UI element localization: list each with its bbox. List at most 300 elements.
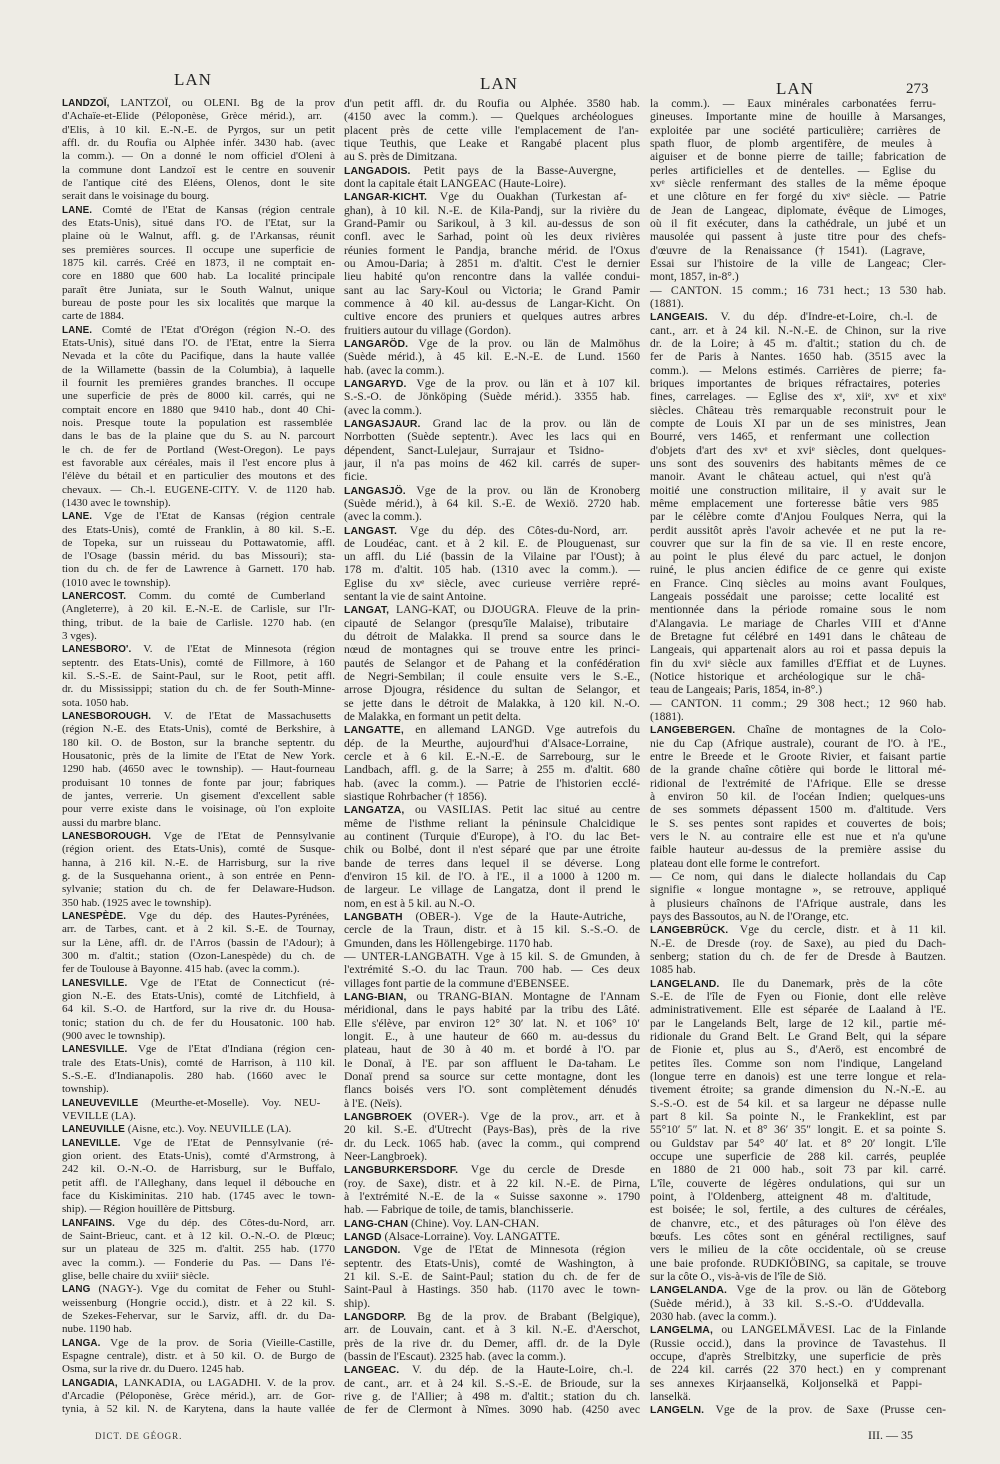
footer-signature: DICT. DE GÉOGR. [95,1431,183,1441]
line-text: d'Alangavia. Le mariage de Charles VIII et d'Anne [650,616,947,630]
line-text: signifie « longue montagne », se retrouve, appliqué [650,883,946,897]
text-line [344,817,640,830]
text-line [650,1070,946,1083]
text-line [650,497,946,510]
line-content [344,1043,640,1056]
line-content [650,177,946,190]
line-text: (4150 avec la comm.). — Quelques archéologues [344,110,634,124]
line-content [650,737,946,750]
line-text: glise, belle chaire du xviiiᵉ siècle. [62,1269,210,1282]
line-text: Vge du dép. des Hautes-Pyrénées, [138,910,329,923]
entry-headword: LANGEAIS. [650,312,708,324]
line-text: d'Arcadie (Péloponèse, Grèce mérid.), arr. de Gor- [62,1389,335,1402]
line-text: kil. S.-S.-E. de Saint-Paul, sur le Root, petit affl. [62,670,335,683]
line-content [650,843,946,856]
line-content [344,843,640,856]
line-text: de cant., arr. et à 24 kil. S.-S.-E. de Brioude, sur la [344,1376,641,1390]
line-text: réunies forment le Pandja, branche mérid. de l'Oxus [344,243,641,257]
line-text: Espagne centrale), distr. et à 50 kil. O. de Burgo de [62,1349,336,1362]
entry-headword: LANGASJAUR. [344,418,421,430]
line-text: Vge de l'Etat de Kansas (région centrale [103,510,336,523]
line-text: ou VASILIAS. Petit lac situé au centre [415,803,641,817]
line-content [650,1243,946,1256]
line-text: hab. (avec la comm.). [344,363,445,377]
line-content [650,977,943,991]
text-line [650,150,946,163]
entry-first-line [62,510,335,523]
entry-first-line [650,1323,946,1336]
entry-first-line [344,1163,640,1176]
entry-first-line [650,310,946,323]
line-content [650,763,946,776]
entry-first-line [650,723,946,736]
text-line [62,1297,335,1310]
line-content [650,190,946,203]
line-content [650,1377,922,1390]
line-content [62,1043,335,1056]
line-content [62,710,331,723]
line-text: tivement étroite; sa grande dimension du N.-N.-E. au [650,1083,947,1097]
line-text: septentr. des Etats-Unis), comté de Fillmore, à 160 [62,656,335,669]
entry-first-line [344,524,640,537]
line-content [62,124,335,137]
line-text: teau de Langeais; Paris, 1854, in-8°.) [650,683,823,697]
line-text: ridional de l'extrémité de l'Afrique. Elle se dresse [650,776,947,790]
text-line [62,284,335,297]
line-content [62,790,335,803]
line-content [62,950,335,963]
line-text: 1085 hab. [650,963,696,977]
entry-headword: LANGELN. [650,1405,705,1417]
text-line [650,1377,946,1390]
line-content [344,337,640,351]
line-content [62,524,335,537]
entry-headword: LANE. [62,511,93,523]
text-line [344,1350,640,1363]
text-line [62,897,335,910]
text-line [344,430,640,443]
line-text: sur un plateau de 325 m. d'altit. 255 hab. (1770 [62,1243,335,1256]
line-text: moitié une construction militaire, il y avait sur le [650,483,947,497]
entry-first-line [650,923,946,936]
line-text: 180 kil. O. de Boston, sur la branche septentr. du [62,736,335,749]
line-content [344,297,640,310]
line-content [650,470,931,483]
line-content [62,404,335,417]
line-text: près de la rive dr. du Demer, affl. dr. de la Dyle [344,1336,640,1350]
line-text: Vge du dép. des Côtes-du-Nord, arr. [127,1216,336,1229]
text-line [62,390,335,403]
line-text: (Angleterre), à 20 kil. E.-N.-E. de Carlisle, sur l'Ir- [62,603,335,616]
line-content [62,1137,333,1150]
text-line [650,537,946,550]
text-line [650,750,946,763]
line-text: de Loudéac, cant. et à 2 kil. E. de Plouguenast, sur [344,536,640,550]
line-text: en allemand LANGD. Vge autrefois du [415,723,641,737]
text-line [650,630,946,643]
line-text: lanselkä. [650,1389,691,1403]
line-content [344,1017,640,1030]
text-line [650,404,946,417]
running-head-center: LAN [480,74,518,93]
entry-headword: LANGEBRÜCK. [650,925,729,937]
line-content [650,923,946,937]
line-text: longit. E., à une hauteur de 660 m. au-dessus du [344,1029,641,1043]
line-text: de Jean de Langeac, diplomate, évêque de Limoges, [650,203,946,217]
line-content [344,897,475,910]
line-content [650,963,696,976]
line-content [344,444,604,457]
line-content [62,843,335,856]
line-content [62,377,335,390]
line-content [650,577,946,590]
line-content [62,1243,335,1256]
text-line [62,1177,335,1190]
line-text: au point le plus élevé du parc actuel, le donjon [650,550,946,564]
line-content [344,1123,640,1136]
line-content [650,124,940,137]
entry-headword: LANESBOROUGH. [62,831,152,843]
line-text: (1881). [650,710,684,724]
text-line [650,110,946,123]
text-line [344,963,640,976]
line-content [344,137,640,150]
text-line [62,310,335,323]
line-content [62,1057,335,1070]
line-content [650,350,946,363]
line-text: comptait encore en 1880 que 9410 hab., dont 40 Chi- [62,403,336,416]
line-text: (avec la comm.). [344,403,422,417]
line-content [650,150,946,163]
line-content [62,257,335,270]
line-content [344,310,640,323]
text-line [650,430,946,443]
text-line [344,270,640,283]
text-line [62,190,335,203]
line-text: à l'E. (Neïs). [344,1096,403,1110]
line-content [62,910,329,923]
line-text: V. du dép. de la Haute-Loire, ch.-l. [412,1363,634,1377]
text-line [62,950,335,963]
line-text: à environ 50 kil. de l'océan Indien; quelques-uns [650,790,945,804]
entry-headword: LANGDON. [344,1245,401,1257]
line-content [650,270,739,283]
line-content [650,563,946,576]
text-line [62,817,335,830]
line-content [650,297,684,310]
line-content [650,97,936,110]
line-content [62,270,335,283]
line-text: en 1880 de 21 000 hab., soit 73 par kil. carré. [650,1163,947,1177]
line-text: arr. de Louvain, cant. et à 3 kil. N.-E. d'Aerschot, [344,1323,641,1337]
entry-first-line [344,1310,640,1323]
text-line [344,124,640,137]
text-line [650,524,946,537]
line-content [650,590,939,603]
text-line [650,1363,946,1376]
text-line [650,790,946,803]
text-line [650,244,946,257]
line-text: de 224 kil. carrés (22 370 hect.) en y comprenant [650,1363,947,1377]
text-line [650,763,946,776]
line-content [650,137,932,150]
line-content [344,470,368,483]
line-content [344,1083,637,1096]
line-content [344,1163,625,1177]
line-content [650,1230,946,1243]
text-line [650,1310,946,1323]
line-content [344,1097,402,1110]
line-content [344,657,640,670]
line-content [650,670,925,683]
text-line [344,590,640,603]
text-line [344,537,640,550]
line-text: jaur, il n'a pas moins de 462 kil. carrés de super- [344,456,641,470]
text-line [62,164,335,177]
text-line [650,910,946,923]
text-line [344,1003,640,1016]
line-text: (OBER-). Vge de la Haute-Autriche, [415,910,626,924]
text-line [344,137,640,150]
line-text: nœud de montagnes qui se trouve entre les princi- [344,643,640,657]
text-line [650,337,946,350]
line-text: sylvanie; station du ch. de fer Delaware-Hudson. [62,883,336,896]
line-content [650,1097,946,1110]
line-content [344,1217,539,1231]
entry-first-line [650,1403,946,1416]
line-text: 1290 hab. (4650 avec le township). — Haut-fourneau [62,763,335,776]
line-text: de l'antique cité des Eléens, Olenos, dont le site [62,176,336,189]
text-line [62,1270,335,1283]
text-line [344,217,640,230]
line-text: Vge de l'Etat de Minnesota (région [413,1243,626,1257]
line-text: aiguiser et de bonne pierre de taille; fabrication de [650,150,947,164]
line-text: 1875 kil. carrés. Créé en 1873, il ne comptait en- [62,256,336,269]
line-text: tique Teuthis, que Leake et Rangabé placent plus [344,136,640,150]
line-content [62,244,335,257]
line-text: plaine où le Walnut, affl. g. de l'Arkansas, réunit [62,230,336,243]
text-line [650,137,946,150]
line-content [650,1083,946,1096]
line-content [650,364,946,377]
line-content [344,164,616,178]
line-text: sentant la vie de saint Antoine. [344,590,487,604]
line-text: sant au lac Sary-Koul ou Victoria; le Grand Pamir [344,283,641,297]
line-content [62,857,335,870]
line-content [344,870,640,883]
line-text: chevaux. — Ch.-l. EUGENE-CITY. V. de 1120 hab. [62,483,335,496]
entry-first-line [650,977,946,990]
line-text: fruitiers autour du village (Gordon). [344,323,512,337]
line-content [650,750,946,763]
line-content [650,310,937,324]
line-content [650,1363,946,1376]
line-content [344,990,640,1004]
line-content [344,204,640,217]
text-line [344,1283,640,1296]
line-content [650,777,946,790]
line-content [62,897,211,910]
line-content [62,1083,109,1096]
text-line [650,657,946,670]
text-line [344,310,640,323]
entry-first-line [344,164,640,177]
line-text: (1881). [650,296,684,310]
line-text: Landbach, affl. g. de la Sarre; à 255 m. d'altit. 680 [344,763,641,777]
line-text: Vge du cercle, distr. et à 11 kil. [739,923,947,937]
line-content [344,377,640,391]
line-text: spath fluor, de plomb argentifère, de meules à [650,136,933,150]
text-line [344,750,640,763]
text-line [650,550,946,563]
line-content [650,1257,946,1270]
text-line [650,803,946,816]
text-line [344,297,640,310]
text-line [650,710,946,723]
text-line [62,217,335,230]
line-content [650,417,946,430]
line-text: fer de Paris à Nantes. 1650 hab. (3515 avec la [650,350,946,364]
line-text: (1010 avec le township). [62,576,171,589]
text-column-middle [344,97,640,1416]
line-text: au S. près de Dimitzana. [344,150,458,164]
text-line [62,137,335,150]
line-content [62,457,335,470]
line-text: dans le bas de la plaine que du S. au N. parcourt [62,430,335,443]
text-line [344,630,640,643]
line-text: est favorable aux céréales, mais il l'est encore plus à [62,456,335,469]
text-line [62,777,335,790]
text-line [650,830,946,843]
line-text: 300 m. d'altit.; station (Ozon-Lanespède) du ch. de [62,950,335,962]
text-line [650,297,946,310]
line-text: de Topeka, sur un ruisseau du Pottawatomie, affl. [62,536,336,549]
text-line [62,603,335,616]
text-line [344,937,640,950]
line-text: mont, 1857, in-8°.) [650,270,739,284]
entry-first-line [344,910,640,923]
text-line [650,817,946,830]
line-content [62,803,335,816]
line-text: le Donaï, à l'E. par son affluent le Da-taham. Le [344,1056,640,1070]
line-content [344,1350,566,1363]
text-line [62,1083,335,1096]
line-text: Chaîne de montagnes de la Colo- [747,723,947,737]
line-content [62,230,335,243]
entry-headword: LANFAINS. [62,1217,116,1229]
line-content [344,763,640,776]
text-line [62,270,335,283]
text-line [62,244,335,257]
line-content [62,1017,335,1030]
line-content [344,1177,640,1190]
line-text: ses annexes Kirjaanselkä, Koljonselkä et Pappi- [650,1376,923,1390]
entry-headword: LANGAST. [344,525,397,537]
text-line [650,217,946,230]
line-content [650,723,946,737]
text-line [650,563,946,576]
text-line [344,777,640,790]
text-line [650,390,946,403]
line-text: S.-E. de l'île de Fyen ou Fionie, dont elle relève [650,989,946,1003]
line-content [62,1190,335,1203]
line-content [650,1057,942,1070]
line-text: avec la comm.). — Fonderie du Pas. — Dans l'é- [62,1256,335,1269]
text-line [344,150,640,163]
entry-first-line [344,484,640,497]
line-text: d'environ 15 kil. de l'O. à l'E., il a 1000 à 1200 m. [344,870,640,884]
line-content [344,524,628,538]
line-text: d'œuvre de la Renaissance († 1541). (Lagrave, [650,243,926,257]
text-line [344,324,640,337]
line-content [344,683,640,696]
line-text: Donaï prend sa source sur cette montagne, dont les [344,1069,640,1083]
text-line [344,1123,640,1136]
line-text: Comté de l'Etat de Kansas (région centrale [102,203,336,216]
text-line [650,643,946,656]
line-text: à plusieurs chaînons de l'Afrique australe, dans les [650,896,946,910]
text-line [344,1297,640,1310]
line-content [650,857,820,870]
line-content [650,404,946,417]
line-content [650,510,946,523]
line-content [650,883,946,896]
line-content [344,670,640,683]
line-text: Vge de l'Etat d'Indiana (région cen- [137,1043,336,1056]
line-text: core en 1880 que 600 hab. La localité principale [62,270,335,283]
entry-first-line [62,1137,335,1150]
entry-headword: LANDZOÏ, [62,98,110,109]
line-content [344,830,640,843]
line-content [62,150,335,163]
line-text: comm.). — Melons estimés. Carrières de pierre; fa- [650,363,947,377]
text-line [650,124,946,137]
entry-first-line [62,97,335,110]
line-content [650,1190,931,1203]
line-content [344,977,569,990]
line-text: le S. ses pentes sont rapides et couvertes de bois; [650,816,946,830]
line-content [344,910,626,924]
text-line [62,737,335,750]
line-text: bœufs. Les côtes sont en général rectilignes, sauf [650,1229,946,1243]
line-text: cercle de la Traun, distr. et à 15 kil. S.-S.-O. de [344,923,640,937]
line-text: Ile du Danemark, près de la côte [732,976,943,990]
line-content [650,817,946,830]
text-line [62,870,335,883]
line-text: plateau, haut de 30 à 40 m. et bordé à l'O. par [344,1043,640,1057]
text-line [650,284,946,297]
line-content [62,977,334,990]
line-text: d'objets d'art des xvᵉ et xviᵉ siècles, dont quelques- [650,443,946,457]
text-line [344,1257,640,1270]
line-text: Housatonic, près de la limite de l'Etat de New York. [62,750,335,763]
entry-first-line [62,324,335,337]
line-text: ficie. [344,470,368,484]
line-content [62,430,335,443]
text-line [650,1217,946,1230]
line-text: S.-S.-O. de Jönköping (Suède mérid.). 3355 hab. [344,390,631,404]
line-text: la comm.). — Eaux minérales carbonatées ferru- [650,97,936,110]
line-content [344,230,640,243]
line-content [650,870,946,883]
entry-headword: LANGARÖD. [344,338,409,350]
entry-first-line [344,417,640,430]
text-line [62,364,335,377]
line-content [62,537,335,550]
line-text: ou Guldstav par 54° 40′ lat. et 8° 20′ longit. L'île [650,1136,947,1150]
line-text: — Ce nom, qui dans le dialecte hollandais du Cap [650,870,947,884]
line-text: Langeais possédait une paroisse; cette localité est [650,590,940,604]
